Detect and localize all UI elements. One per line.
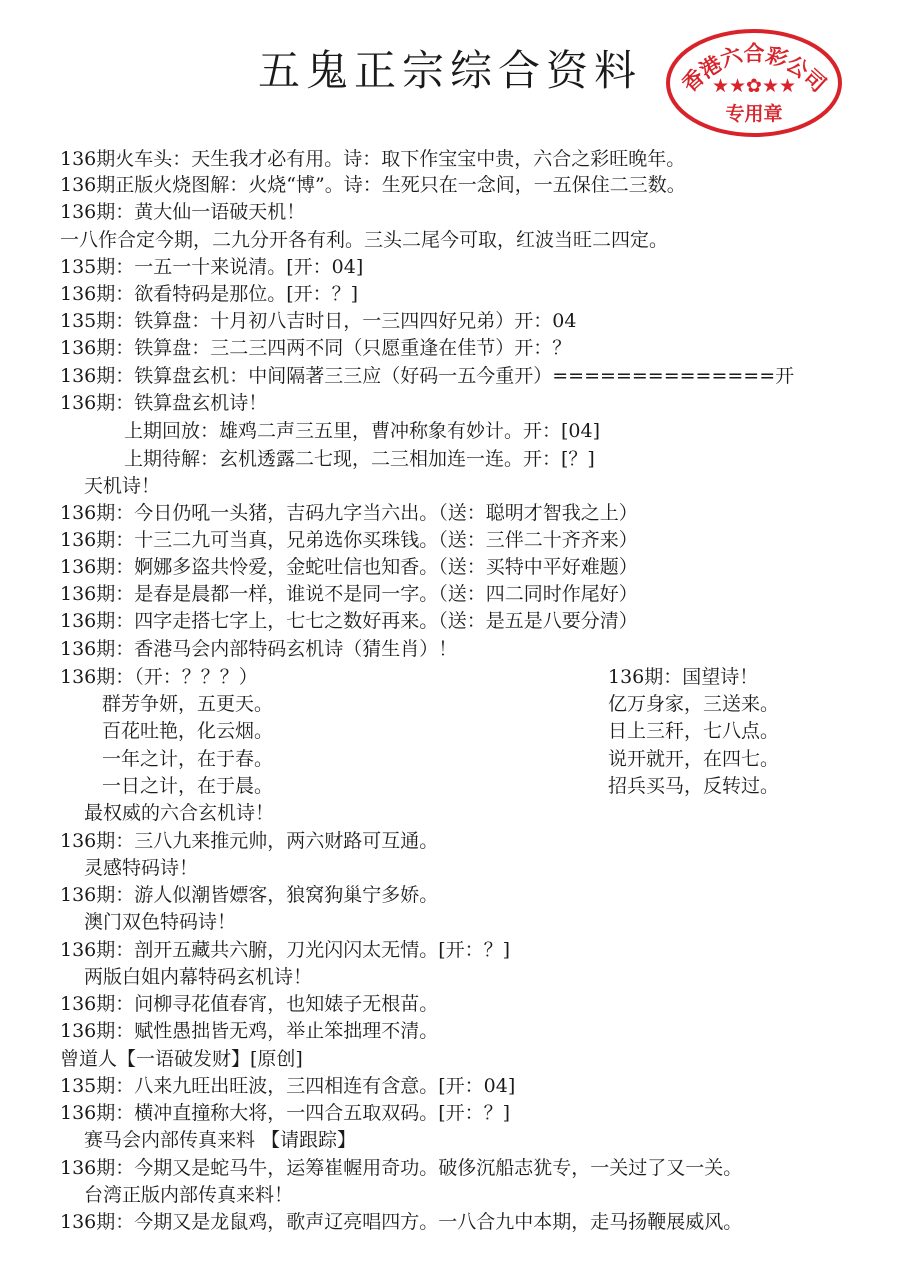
text-line: 136期：欲看特码是那位。[开：？] xyxy=(60,283,359,305)
right-column-heading: 136期：国望诗！ xyxy=(608,666,759,688)
section-heading: 灵感特码诗！ xyxy=(84,857,199,879)
text-line: 136期：三八九来推元帅，两六财路可互通。 xyxy=(60,830,439,852)
section-heading: 天机诗！ xyxy=(84,475,161,497)
text-line: 136期：铁算盘：三二三四两不同（只愿重逢在佳节）开：？ xyxy=(60,337,572,359)
text-line: 136期：（开：？？？） xyxy=(60,666,258,688)
text-line: 曾道人【一语破发财】[原创] xyxy=(60,1048,303,1070)
text-line: 135期：铁算盘：十月初八吉时日，一三四四好兄弟）开：04 xyxy=(60,310,577,332)
section-heading: 澳门双色特码诗！ xyxy=(84,911,237,933)
text-line: 136期：是春是晨都一样，谁说不是同一字。（送：四二同时作尾好） xyxy=(60,583,638,605)
text-line: 135期：一五一十来说清。[开：04] xyxy=(60,256,364,278)
text-line: 上期待解：玄机透露二七现，二三相加连一连。开：[？] xyxy=(124,448,595,470)
text-line: 136期：婀娜多盗共怜爱，金蛇吐信也知香。（送：买特中平好难题） xyxy=(60,556,638,578)
text-line: 136期：铁算盘玄机诗！ xyxy=(60,392,268,414)
section-heading: 两版白姐内幕特码玄机诗！ xyxy=(84,966,313,988)
text-line: 136期：赋性愚拙皆无鸡，举止笨拙理不清。 xyxy=(60,1020,439,1042)
text-line: 136期：香港马会内部特码玄机诗（猜生肖）！ xyxy=(60,638,458,660)
text-line: 136期：横冲直撞称大将，一四合五取双码。[开：？] xyxy=(60,1102,511,1124)
text-line: 136期：剖开五藏共六腑，刀光闪闪太无情。[开：？] xyxy=(60,939,511,961)
poem-line: 一日之计，在于晨。 xyxy=(102,775,274,797)
svg-text:专用章: 专用章 xyxy=(725,103,783,125)
text-line: 136期：今期又是蛇马牛，运筹崔幄用奇功。破侈沉船志犹专，一关过了又一关。 xyxy=(60,1157,743,1179)
text-line: 136期：今期又是龙鼠鸡，歌声辽亮唱四方。一八合九中本期，走马扬鞭展威风。 xyxy=(60,1211,743,1233)
poem-line: 一年之计，在于春。 xyxy=(102,748,274,770)
text-line: 135期：八来九旺出旺波，三四相连有含意。[开：04] xyxy=(60,1075,516,1097)
poem-line: 群芳争妍，五更天。 xyxy=(102,693,274,715)
section-heading: 赛马会内部传真来料 【请跟踪】 xyxy=(84,1129,357,1151)
right-poem-line: 说开就开，在四七。 xyxy=(608,748,780,770)
svg-text:香港六合彩公司: 香港六合彩公司 xyxy=(677,41,831,97)
text-line: 136期正版火烧图解：火烧“博”。诗：生死只在一念间，一五保住二三数。 xyxy=(60,174,686,196)
text-line: 136期：今日仍吼一头猪，吉码九字当六出。（送：聪明才智我之上） xyxy=(60,502,638,524)
company-seal xyxy=(664,28,844,138)
text-line: 上期回放：雄鸡二声三五里，曹冲称象有妙计。开：[04] xyxy=(124,420,601,442)
text-line: 136期：问柳寻花值春宵，也知婊子无根苗。 xyxy=(60,993,439,1015)
page-title: 五鬼正宗综合资料 xyxy=(257,46,642,95)
text-line: 136期：十三二九可当真，兄弟选你买珠钱。（送：三伴二十齐齐来） xyxy=(60,529,638,551)
right-poem-line: 亿万身家，三送来。 xyxy=(608,693,780,715)
text-line: 136期：黄大仙一语破天机！ xyxy=(60,201,306,223)
poem-line: 百花吐艳，化云烟。 xyxy=(102,720,274,742)
svg-text:★★✿★★: ★★✿★★ xyxy=(711,75,797,97)
right-poem-line: 日上三秆，七八点。 xyxy=(608,720,780,742)
text-line: 136期：铁算盘玄机：中间隔著三三应（好码一五今重开）==============开 xyxy=(60,365,795,387)
text-line: 136期：四字走搭七字上，七七之数好再来。（送：是五是八要分清） xyxy=(60,610,638,632)
text-line: 136期：游人似潮皆嫖客，狼窝狗巢宁多娇。 xyxy=(60,884,439,906)
section-heading: 最权威的六合玄机诗！ xyxy=(84,802,275,824)
text-line: 136期火车头：天生我才必有用。诗：取下作宝宝中贵，六合之彩旺晚年。 xyxy=(60,148,686,170)
section-heading: 台湾正版内部传真来料！ xyxy=(84,1184,294,1206)
text-line: 一八作合定今期，二九分开各有利。三头二尾今可取，红波当旺二四定。 xyxy=(60,229,669,251)
right-poem-line: 招兵买马，反转过。 xyxy=(608,775,780,797)
